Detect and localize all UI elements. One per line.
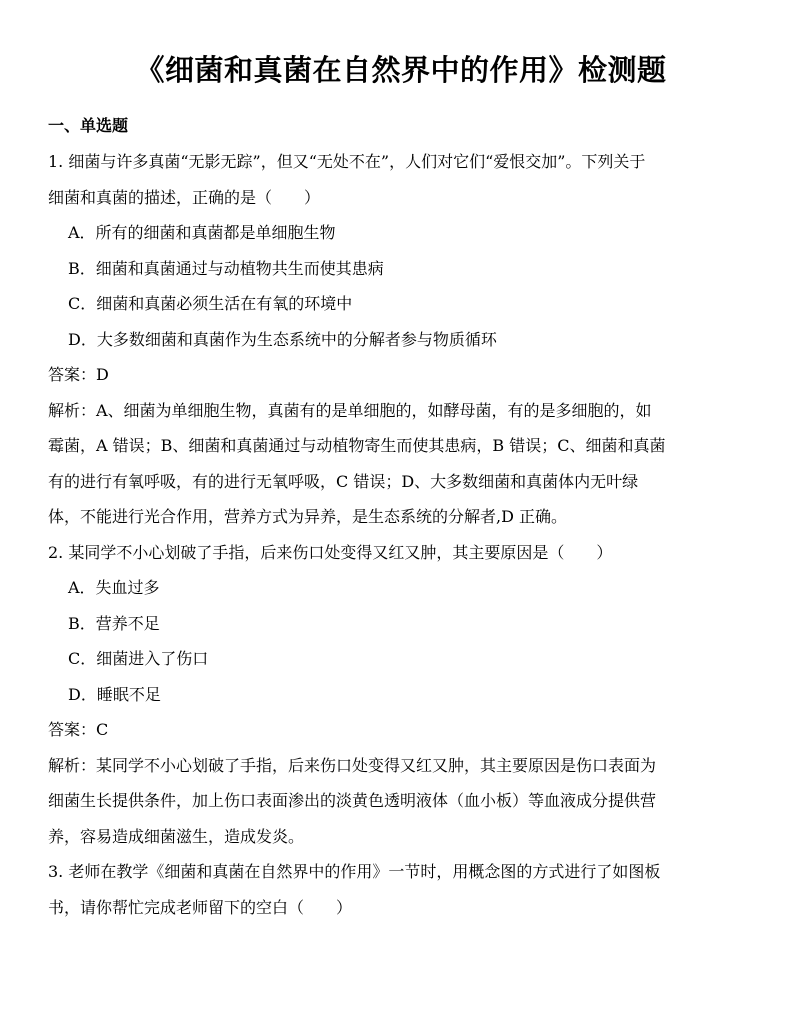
question-1-option-a: A．所有的细菌和真菌都是单细胞生物 — [68, 223, 336, 242]
question-1-analysis-line-1: 解析：A、细菌为单细胞生物，真菌有的是单细胞的，如酵母菌，有的是多细胞的，如 — [48, 400, 652, 420]
question-2-answer: 答案：C — [48, 720, 109, 739]
document-page — [48, 36, 754, 925]
question-2-option-b: B．营养不足 — [68, 613, 160, 633]
question-2-analysis-line-3: 养，容易造成细菌滋生，造成发炎。 — [48, 826, 305, 846]
question-3-stem-line-2: 书，请你帮忙完成老师留下的空白（ ） — [48, 897, 353, 917]
question-2-analysis-line-1: 解析：某同学不小心划破了手指，后来伤口处变得又红又肿，其主要原因是伤口表面为 — [48, 755, 657, 775]
section-heading: 一、单选题 — [48, 116, 129, 135]
question-2-option-a: A．失血过多 — [68, 578, 160, 597]
question-2-analysis-line-2: 细菌生长提供条件，加上伤口表面渗出的淡黄色透明液体（血小板）等血液成分提供营 — [48, 791, 657, 810]
question-2-option-d: D．睡眠不足 — [68, 684, 161, 704]
document-title: 《细菌和真菌在自然界中的作用》检测题 — [135, 53, 667, 87]
question-1-analysis-line-3: 有的进行有氧呼吸，有的进行无氧呼吸，C 错误；D、大多数细菌和真菌体内无叶绿 — [48, 471, 639, 491]
question-2-analysis — [48, 748, 754, 855]
question-1-stem-line-1: 1. 细菌与许多真菌“无影无踪”，但又“无处不在”，人们对它们“爱恨交加”。下列关于 — [48, 152, 646, 171]
question-2-option-c: C．细菌进入了伤口 — [68, 649, 209, 668]
question-1 — [48, 144, 754, 535]
question-3 — [48, 854, 754, 925]
question-2 — [48, 535, 754, 855]
question-1-answer: 答案：D — [48, 365, 109, 384]
question-1-option-b: B．细菌和真菌通过与动植物共生而使其患病 — [68, 258, 384, 278]
question-3-stem-line-1: 3. 老师在教学《细菌和真菌在自然界中的作用》一节时，用概念图的方式进行了如图板 — [48, 862, 661, 881]
question-1-analysis-line-2: 霉菌，A 错误；B、细菌和真菌通过与动植物寄生而使其患病，B 错误；C、细菌和真菌 — [48, 436, 666, 455]
question-1-analysis-line-4: 体，不能进行光合作用，营养方式为异养，是生态系统的分解者,D 正确。 — [48, 507, 568, 526]
question-1-stem-line-2: 细菌和真菌的描述，正确的是（ ） — [48, 187, 321, 207]
question-1-option-c: C．细菌和真菌必须生活在有氧的环境中 — [68, 294, 353, 313]
question-1-analysis — [48, 393, 754, 535]
question-1-option-d: D．大多数细菌和真菌作为生态系统中的分解者参与物质循环 — [68, 329, 497, 349]
question-2-stem-line-1: 2. 某同学不小心划破了手指，后来伤口处变得又红又肿，其主要原因是（ ） — [48, 542, 613, 562]
